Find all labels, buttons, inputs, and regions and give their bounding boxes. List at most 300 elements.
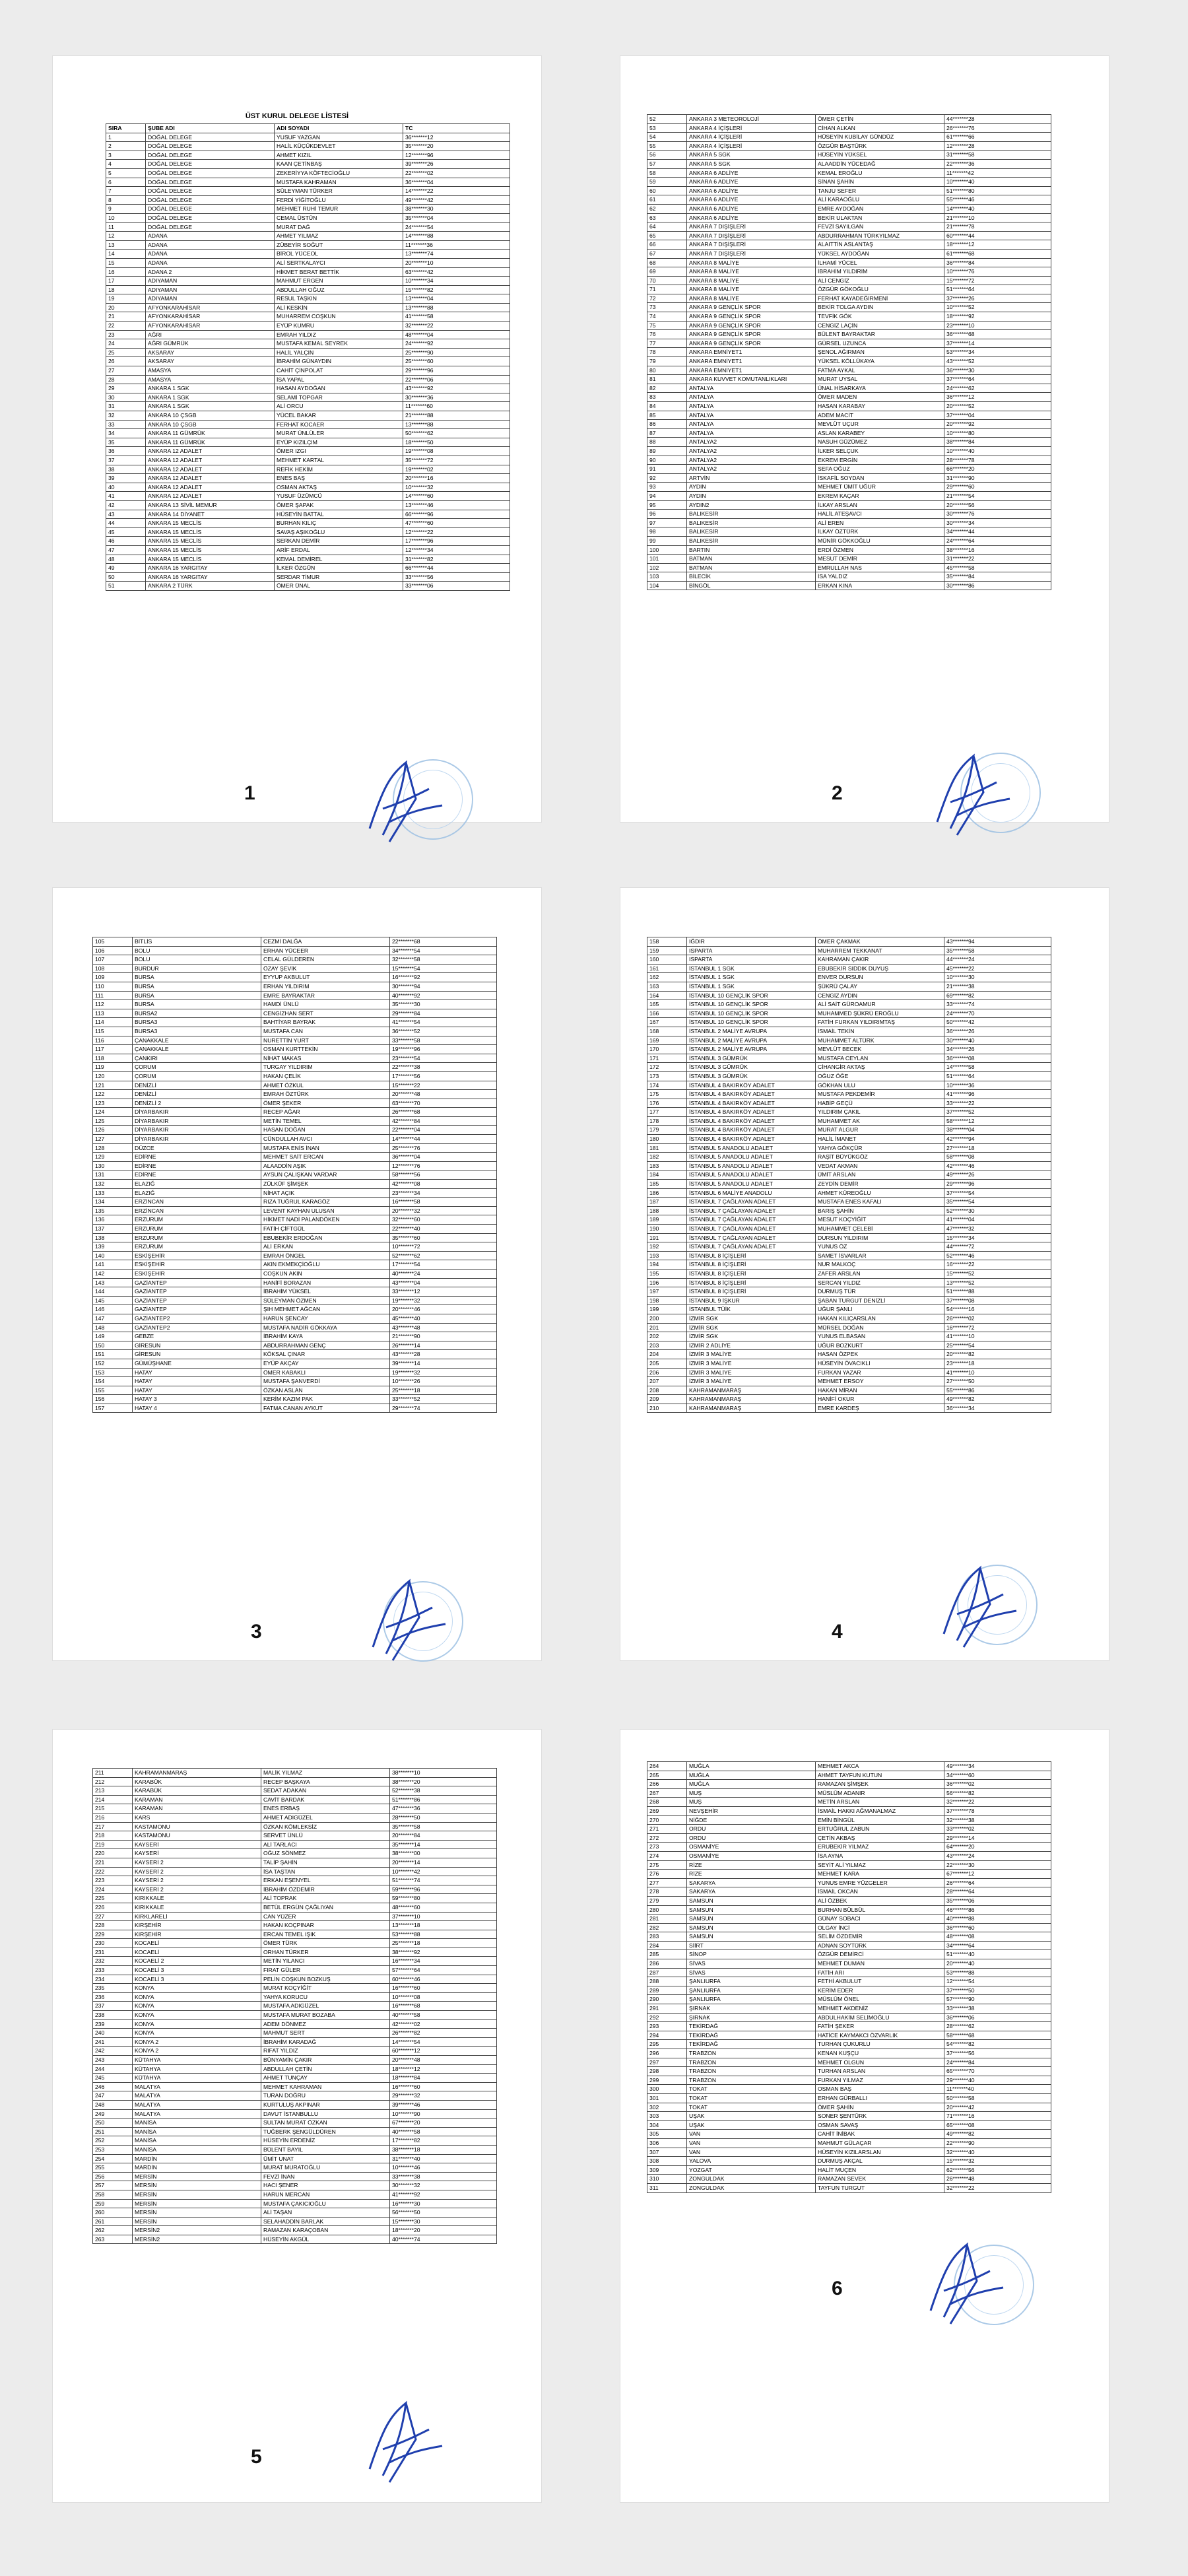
- cell-sube-adi: ANKARA 16 YARGITAY: [146, 572, 275, 582]
- cell-adi-soyadi: AKIN EKMEKÇİOĞLU: [261, 1260, 390, 1270]
- cell-sube-adi: ADIYAMAN: [146, 277, 275, 286]
- table-row: [93, 1225, 497, 1234]
- table-row: [93, 1903, 497, 1912]
- cell-sira: 236: [93, 1992, 133, 2002]
- table-row: [647, 1126, 1051, 1135]
- cell-adi-soyadi: BÜNYAMİN ÇAKIR: [261, 2056, 390, 2065]
- table-row: [647, 384, 1051, 393]
- table-row: [93, 2019, 497, 2029]
- cell-sube-adi: GAZİANTEP2: [133, 1314, 261, 1323]
- cell-sira: 299: [647, 2076, 687, 2085]
- cell-adi-soyadi: AHMET KIZIL: [275, 151, 403, 160]
- table-row: [647, 1215, 1051, 1225]
- cell-adi-soyadi: HARUN ŞENCAY: [261, 1314, 390, 1323]
- cell-sira: 272: [647, 1833, 687, 1843]
- cell-sube-adi: ADANA: [146, 232, 275, 241]
- cell-sira: 227: [93, 1912, 133, 1921]
- cell-sira: 206: [647, 1368, 687, 1377]
- cell-sira: 166: [647, 1009, 687, 1018]
- cell-sira: 65: [647, 231, 687, 240]
- cell-tc: 66*******44: [403, 564, 510, 573]
- cell-sube-adi: DOĞAL DELEGE: [146, 195, 275, 205]
- cell-adi-soyadi: MURAT ALGUR: [816, 1126, 944, 1135]
- cell-sira: 195: [647, 1269, 687, 1278]
- cell-adi-soyadi: AHMET ÖZKUL: [261, 1081, 390, 1090]
- cell-adi-soyadi: BÜLENT BAYIL: [261, 2145, 390, 2154]
- table-row: [647, 294, 1051, 303]
- cell-tc: 51*******88: [944, 1287, 1051, 1297]
- cell-adi-soyadi: SEDAT ADAKAN: [261, 1786, 390, 1796]
- table-row: [106, 151, 510, 160]
- cell-adi-soyadi: AHMET TAYFUN KUTUN: [816, 1771, 944, 1780]
- cell-tc: 36*******12: [944, 393, 1051, 402]
- cell-tc: 20*******48: [390, 2056, 497, 2065]
- cell-adi-soyadi: MÜNİR GÖKKOĞLU: [816, 536, 944, 545]
- cell-sira: 177: [647, 1108, 687, 1117]
- table-row: [106, 555, 510, 564]
- table-row: [106, 285, 510, 294]
- cell-sube-adi: ANKARA 5 SGK: [687, 151, 816, 160]
- cell-adi-soyadi: DAVUT İSTANBULLU: [261, 2109, 390, 2118]
- table-row: [647, 204, 1051, 213]
- cell-sira: 185: [647, 1180, 687, 1189]
- cell-sira: 41: [106, 492, 146, 501]
- cell-adi-soyadi: METİN ARSLAN: [816, 1798, 944, 1807]
- cell-sube-adi: İZMİR 3 MALİYE: [687, 1377, 816, 1386]
- cell-adi-soyadi: FATİH ŞEKER: [816, 2022, 944, 2031]
- cell-sube-adi: BURSA3: [133, 1027, 261, 1036]
- table-row: [647, 2049, 1051, 2058]
- cell-sube-adi: HATAY 4: [133, 1404, 261, 1413]
- cell-sube-adi: ANKARA 4 İÇİŞLERİ: [687, 141, 816, 151]
- cell-sube-adi: İSTANBUL 4 BAKIRKÖY ADALET: [687, 1126, 816, 1135]
- cell-sube-adi: KONYA: [133, 2029, 261, 2038]
- cell-sira: 212: [93, 1777, 133, 1786]
- table-row: [647, 1860, 1051, 1870]
- table-row: [647, 1950, 1051, 1959]
- cell-tc: 49*******34: [944, 1762, 1051, 1771]
- cell-sira: 178: [647, 1116, 687, 1126]
- cell-sira: 273: [647, 1843, 687, 1852]
- cell-sube-adi: ORDU: [687, 1833, 816, 1843]
- cell-tc: 27*******50: [944, 1377, 1051, 1386]
- cell-adi-soyadi: MEHMET AKDENİZ: [816, 2004, 944, 2014]
- cell-adi-soyadi: YUSUF YAZGAN: [275, 133, 403, 142]
- table-row: [647, 123, 1051, 133]
- cell-sube-adi: İSTANBUL 8 İÇİŞLERİ: [687, 1278, 816, 1287]
- cell-tc: 37*******78: [944, 1806, 1051, 1815]
- table-row: [93, 1930, 497, 1939]
- cell-adi-soyadi: KERİM EDER: [816, 1986, 944, 1995]
- cell-adi-soyadi: MAHMUT SERT: [261, 2029, 390, 2038]
- cell-sube-adi: HATAY: [133, 1368, 261, 1377]
- cell-sira: 242: [93, 2047, 133, 2056]
- cell-tc: 24*******84: [944, 2058, 1051, 2067]
- cell-sira: 234: [93, 1975, 133, 1984]
- cell-adi-soyadi: MUHAMMET ÇELEBİ: [816, 1225, 944, 1234]
- cell-adi-soyadi: MUHAMMET ALTÜRK: [816, 1036, 944, 1045]
- cell-adi-soyadi: AHMET TUNÇAY: [261, 2074, 390, 2083]
- cell-sira: 23: [106, 330, 146, 339]
- table-row: [93, 1948, 497, 1957]
- cell-tc: 21*******10: [944, 213, 1051, 222]
- table-row: [647, 1332, 1051, 1341]
- table-row: [647, 1878, 1051, 1887]
- cell-sira: 74: [647, 312, 687, 322]
- cell-sira: 78: [647, 348, 687, 357]
- table-row: [93, 1323, 497, 1332]
- cell-sira: 91: [647, 465, 687, 474]
- cell-tc: 48*******60: [390, 1903, 497, 1912]
- cell-sube-adi: KONYA: [133, 1992, 261, 2002]
- cell-tc: 20*******92: [944, 420, 1051, 429]
- cell-tc: 25*******18: [390, 1939, 497, 1948]
- cell-adi-soyadi: BARIŞ ŞAHİN: [816, 1206, 944, 1215]
- cell-sira: 158: [647, 937, 687, 947]
- cell-tc: 41*******58: [403, 312, 510, 322]
- table-row: [647, 1081, 1051, 1090]
- cell-tc: 10*******08: [390, 1992, 497, 2002]
- cell-sube-adi: AYDIN: [687, 491, 816, 500]
- cell-adi-soyadi: MEVLÜT BECEK: [816, 1045, 944, 1054]
- cell-tc: 49*******42: [403, 195, 510, 205]
- cell-adi-soyadi: ABDULHAKİM SELİMOĞLU: [816, 2013, 944, 2022]
- cell-tc: 49*******26: [944, 1170, 1051, 1180]
- cell-tc: 40*******24: [390, 1269, 497, 1278]
- cell-tc: 40*******74: [390, 2235, 497, 2244]
- cell-tc: 36*******84: [944, 258, 1051, 267]
- cell-sira: 61: [647, 195, 687, 205]
- cell-adi-soyadi: RIZA TUĞRUL KARAGÖZ: [261, 1198, 390, 1207]
- table-row: [647, 1153, 1051, 1162]
- cell-adi-soyadi: MUSTAFA MURAT BOZABA: [261, 2011, 390, 2020]
- cell-adi-soyadi: HATİCE KAYMAKCI ÖZVARLIK: [816, 2031, 944, 2040]
- cell-sira: 121: [93, 1081, 133, 1090]
- table-row: [647, 438, 1051, 447]
- cell-sira: 88: [647, 438, 687, 447]
- table-row: [93, 1287, 497, 1297]
- cell-adi-soyadi: HARUN MERCAN: [261, 2190, 390, 2199]
- cell-sira: 148: [93, 1323, 133, 1332]
- cell-adi-soyadi: ORHAN TÜRKER: [261, 1948, 390, 1957]
- table-row: [647, 1206, 1051, 1215]
- table-row: [647, 178, 1051, 187]
- cell-sube-adi: KAYSERİ 2: [133, 1876, 261, 1885]
- cell-adi-soyadi: ALAADDİN YÜCEDAĞ: [816, 159, 944, 168]
- cell-sube-adi: GAZİANTEP: [133, 1305, 261, 1314]
- cell-adi-soyadi: ABDURRAHMAN GENÇ: [261, 1341, 390, 1350]
- cell-sube-adi: KIRIKKALE: [133, 1903, 261, 1912]
- table-row: [93, 1153, 497, 1162]
- cell-adi-soyadi: HÜSEYİN KUBİLAY GÜNDÜZ: [816, 133, 944, 142]
- cell-sira: 154: [93, 1377, 133, 1386]
- cell-adi-soyadi: BÜLENT BAYRAKTAR: [816, 330, 944, 339]
- cell-sira: 149: [93, 1332, 133, 1341]
- cell-adi-soyadi: MÜSLÜM ÖNEL: [816, 1995, 944, 2004]
- cell-adi-soyadi: İSMAİL OKCAN: [816, 1887, 944, 1897]
- cell-tc: 35*******84: [944, 572, 1051, 582]
- cell-sira: 70: [647, 276, 687, 285]
- cell-sira: 219: [93, 1840, 133, 1849]
- cell-adi-soyadi: EMRULLAH NAS: [816, 563, 944, 572]
- cell-sira: 100: [647, 545, 687, 555]
- table-row: [647, 267, 1051, 277]
- cell-sube-adi: DOĞAL DELEGE: [146, 205, 275, 214]
- cell-sube-adi: BALIKESİR: [687, 536, 816, 545]
- table-row: [106, 294, 510, 304]
- table-row: [93, 1975, 497, 1984]
- table-row: [647, 1143, 1051, 1153]
- cell-adi-soyadi: EMRAH ÖNGEL: [261, 1251, 390, 1260]
- cell-adi-soyadi: KAHRAMAN ÇAKIR: [816, 955, 944, 965]
- table-row: [93, 2029, 497, 2038]
- cell-tc: 17*******54: [390, 1260, 497, 1270]
- cell-adi-soyadi: YÜKSEL AYDOĞAN: [816, 249, 944, 258]
- cell-sube-adi: HATAY 3: [133, 1395, 261, 1404]
- cell-sube-adi: ANKARA 9 GENÇLİK SPOR: [687, 321, 816, 330]
- cell-sube-adi: BURSA3: [133, 1018, 261, 1027]
- cell-sira: 204: [647, 1350, 687, 1359]
- cell-adi-soyadi: ALİ TARLACI: [261, 1840, 390, 1849]
- cell-sube-adi: KÜTAHYA: [133, 2056, 261, 2065]
- cell-sube-adi: İSTANBUL 7 ÇAĞLAYAN ADALET: [687, 1215, 816, 1225]
- cell-sira: 210: [647, 1404, 687, 1413]
- cell-adi-soyadi: MEHMET KAHRAMAN: [261, 2082, 390, 2091]
- column-header-adi-soyadi: ADI SOYADI: [275, 124, 403, 133]
- table-row: [647, 159, 1051, 168]
- cell-tc: 12*******96: [403, 151, 510, 160]
- cell-sube-adi: ANKARA 15 MECLİS: [146, 555, 275, 564]
- cell-tc: 49*******82: [944, 2130, 1051, 2139]
- cell-tc: 18*******84: [390, 2074, 497, 2083]
- cell-sira: 69: [647, 267, 687, 277]
- cell-tc: 32*******22: [403, 322, 510, 331]
- cell-sira: 241: [93, 2037, 133, 2047]
- cell-sira: 294: [647, 2031, 687, 2040]
- table-row: [647, 1368, 1051, 1377]
- cell-sira: 251: [93, 2127, 133, 2136]
- cell-sira: 119: [93, 1063, 133, 1072]
- cell-tc: 43*******28: [390, 1350, 497, 1359]
- cell-tc: 32*******40: [944, 2148, 1051, 2157]
- cell-tc: 16*******60: [390, 1984, 497, 1993]
- cell-sira: 257: [93, 2181, 133, 2190]
- table-row: [106, 240, 510, 250]
- document-page-1: [53, 56, 541, 822]
- cell-sube-adi: ADANA: [146, 250, 275, 259]
- cell-sube-adi: SİVAS: [687, 1959, 816, 1969]
- cell-adi-soyadi: ERHAN GÜRBALLI: [816, 2093, 944, 2103]
- cell-sube-adi: İSTANBUL 5 ANADOLU ADALET: [687, 1161, 816, 1170]
- table-row: [93, 1278, 497, 1287]
- cell-adi-soyadi: ERDİ ÖZMEN: [816, 545, 944, 555]
- cell-sube-adi: İSTANBUL 2 MALİYE AVRUPA: [687, 1027, 816, 1036]
- cell-adi-soyadi: AHMET YILMAZ: [275, 232, 403, 241]
- cell-sira: 27: [106, 366, 146, 376]
- cell-tc: 48*******08: [944, 1932, 1051, 1942]
- table-row: [93, 1786, 497, 1796]
- table-row: [106, 303, 510, 312]
- table-row: [93, 1404, 497, 1413]
- cell-sira: 2: [106, 142, 146, 151]
- table-row: [647, 1305, 1051, 1314]
- cell-sira: 109: [93, 973, 133, 982]
- cell-adi-soyadi: CAHİT ÇİNPOLAT: [275, 366, 403, 376]
- cell-sube-adi: ANKARA 15 MECLİS: [146, 519, 275, 528]
- cell-sira: 180: [647, 1135, 687, 1144]
- table-row: [93, 1027, 497, 1036]
- cell-adi-soyadi: ERHAN YÜCEER: [261, 946, 390, 955]
- cell-sube-adi: HATAY: [133, 1377, 261, 1386]
- cell-tc: 38*******04: [944, 1126, 1051, 1135]
- table-row: [647, 456, 1051, 465]
- table-row: [93, 1368, 497, 1377]
- cell-adi-soyadi: BİROL YÜCEOL: [275, 250, 403, 259]
- cell-sira: 71: [647, 285, 687, 294]
- cell-adi-soyadi: ABDULLAH OĞUZ: [275, 285, 403, 294]
- cell-sube-adi: KONYA 2: [133, 2047, 261, 2056]
- cell-tc: 38*******84: [944, 438, 1051, 447]
- cell-sira: 136: [93, 1215, 133, 1225]
- cell-adi-soyadi: SELAHADDİN BARLAK: [261, 2217, 390, 2226]
- cell-adi-soyadi: YÜCEL BAKAR: [275, 411, 403, 421]
- cell-tc: 32*******60: [390, 1215, 497, 1225]
- cell-sira: 247: [93, 2091, 133, 2101]
- cell-sira: 124: [93, 1108, 133, 1117]
- cell-sira: 274: [647, 1851, 687, 1860]
- cell-tc: 20*******82: [944, 1350, 1051, 1359]
- cell-sube-adi: ANKARA 12 ADALET: [146, 492, 275, 501]
- table-row: [647, 1314, 1051, 1323]
- cell-sira: 31: [106, 402, 146, 411]
- table-row: [93, 1054, 497, 1063]
- cell-sira: 172: [647, 1063, 687, 1072]
- cell-sira: 134: [93, 1198, 133, 1207]
- cell-sube-adi: ŞIRNAK: [687, 2013, 816, 2022]
- cell-sira: 133: [93, 1188, 133, 1198]
- cell-sira: 24: [106, 339, 146, 349]
- cell-sube-adi: ANKARA 11 GÜMRÜK: [146, 438, 275, 447]
- cell-sube-adi: MANİSA: [133, 2118, 261, 2128]
- cell-sira: 263: [93, 2235, 133, 2244]
- cell-tc: 33*******52: [390, 1395, 497, 1404]
- cell-sira: 284: [647, 1941, 687, 1950]
- cell-tc: 40*******92: [390, 991, 497, 1000]
- cell-sira: 54: [647, 133, 687, 142]
- cell-adi-soyadi: EMRE KARDEŞ: [816, 1404, 944, 1413]
- cell-tc: 52*******38: [390, 1786, 497, 1796]
- cell-sube-adi: KAHRAMANMARAŞ: [687, 1395, 816, 1404]
- cell-adi-soyadi: ERKAN EŞENYEL: [261, 1876, 390, 1885]
- cell-sira: 10: [106, 213, 146, 222]
- cell-adi-soyadi: SİNAN ŞAHİN: [816, 178, 944, 187]
- cell-tc: 29*******84: [390, 1009, 497, 1018]
- cell-tc: 15*******72: [944, 276, 1051, 285]
- table-row: [647, 2130, 1051, 2139]
- cell-sira: 295: [647, 2040, 687, 2049]
- cell-adi-soyadi: EYÜP KIZILÇIM: [275, 438, 403, 447]
- cell-sube-adi: DOĞAL DELEGE: [146, 160, 275, 169]
- table-row: [106, 213, 510, 222]
- cell-adi-soyadi: FEVZİ İNAN: [261, 2172, 390, 2181]
- cell-tc: 15*******34: [944, 1233, 1051, 1242]
- cell-adi-soyadi: METİN TEMEL: [261, 1116, 390, 1126]
- cell-sube-adi: GAZİANTEP: [133, 1278, 261, 1287]
- cell-sube-adi: DOĞAL DELEGE: [146, 213, 275, 222]
- cell-sira: 280: [647, 1905, 687, 1915]
- cell-sube-adi: KAHRAMANMARAŞ: [687, 1404, 816, 1413]
- cell-sube-adi: BALIKESİR: [687, 527, 816, 537]
- cell-tc: 26*******02: [944, 1314, 1051, 1323]
- cell-adi-soyadi: MUSTAFA CEYLAN: [816, 1054, 944, 1063]
- table-row: [93, 1198, 497, 1207]
- table-row: [647, 402, 1051, 411]
- cell-sube-adi: ESKİŞEHİR: [133, 1260, 261, 1270]
- cell-adi-soyadi: CELAL GÜLDEREN: [261, 955, 390, 965]
- table-row: [647, 510, 1051, 519]
- cell-sube-adi: ANTALYA: [687, 393, 816, 402]
- cell-tc: 51*******64: [944, 1071, 1051, 1081]
- table-row: [93, 2136, 497, 2146]
- cell-sube-adi: ADIYAMAN: [146, 285, 275, 294]
- table-row: [93, 1269, 497, 1278]
- cell-sira: 306: [647, 2138, 687, 2148]
- table-row: [647, 1341, 1051, 1350]
- cell-tc: 20*******46: [390, 1305, 497, 1314]
- cell-sira: 188: [647, 1206, 687, 1215]
- cell-adi-soyadi: TEVFİK GÖK: [816, 312, 944, 322]
- cell-sube-adi: İZMİR 3 MALİYE: [687, 1359, 816, 1368]
- cell-sube-adi: ANKARA 1 SGK: [146, 393, 275, 402]
- cell-sira: 271: [647, 1825, 687, 1834]
- cell-adi-soyadi: ZÜBEYİR SOĞUT: [275, 240, 403, 250]
- cell-sira: 261: [93, 2217, 133, 2226]
- cell-sira: 32: [106, 411, 146, 421]
- table-row: [647, 483, 1051, 492]
- cell-sube-adi: RİZE: [687, 1870, 816, 1879]
- cell-adi-soyadi: ERHAN YILDIRIM: [261, 982, 390, 991]
- table-row: [647, 1780, 1051, 1789]
- cell-tc: 57*******64: [390, 1966, 497, 1975]
- table-row: [647, 303, 1051, 312]
- table-row: [647, 1009, 1051, 1018]
- cell-sira: 226: [93, 1903, 133, 1912]
- cell-sube-adi: ANKARA 14 DİYANET: [146, 510, 275, 519]
- table-row: [93, 1126, 497, 1135]
- cell-adi-soyadi: OSMAN BAŞ: [816, 2085, 944, 2094]
- cell-sube-adi: ANKARA 6 ADLİYE: [687, 186, 816, 195]
- cell-sira: 282: [647, 1923, 687, 1932]
- cell-adi-soyadi: KERİM KAZIM PAK: [261, 1395, 390, 1404]
- cell-tc: 53*******88: [390, 1930, 497, 1939]
- cell-sira: 152: [93, 1359, 133, 1368]
- cell-tc: 16*******58: [390, 1198, 497, 1207]
- page-number: 3: [251, 1621, 262, 1643]
- cell-sube-adi: SAKARYA: [687, 1878, 816, 1887]
- cell-sira: 232: [93, 1957, 133, 1966]
- cell-tc: 18*******92: [944, 312, 1051, 322]
- cell-tc: 16*******60: [390, 2082, 497, 2091]
- table-row: [106, 178, 510, 187]
- table-row: [93, 1188, 497, 1198]
- cell-sube-adi: ÇANKIRI: [133, 1054, 261, 1063]
- table-row: [647, 1170, 1051, 1180]
- cell-sira: 231: [93, 1948, 133, 1957]
- cell-tc: 10*******52: [944, 303, 1051, 312]
- cell-adi-soyadi: ÜNAL HİSARKAYA: [816, 384, 944, 393]
- cell-sira: 190: [647, 1225, 687, 1234]
- cell-adi-soyadi: BEKİR ULAKTAN: [816, 213, 944, 222]
